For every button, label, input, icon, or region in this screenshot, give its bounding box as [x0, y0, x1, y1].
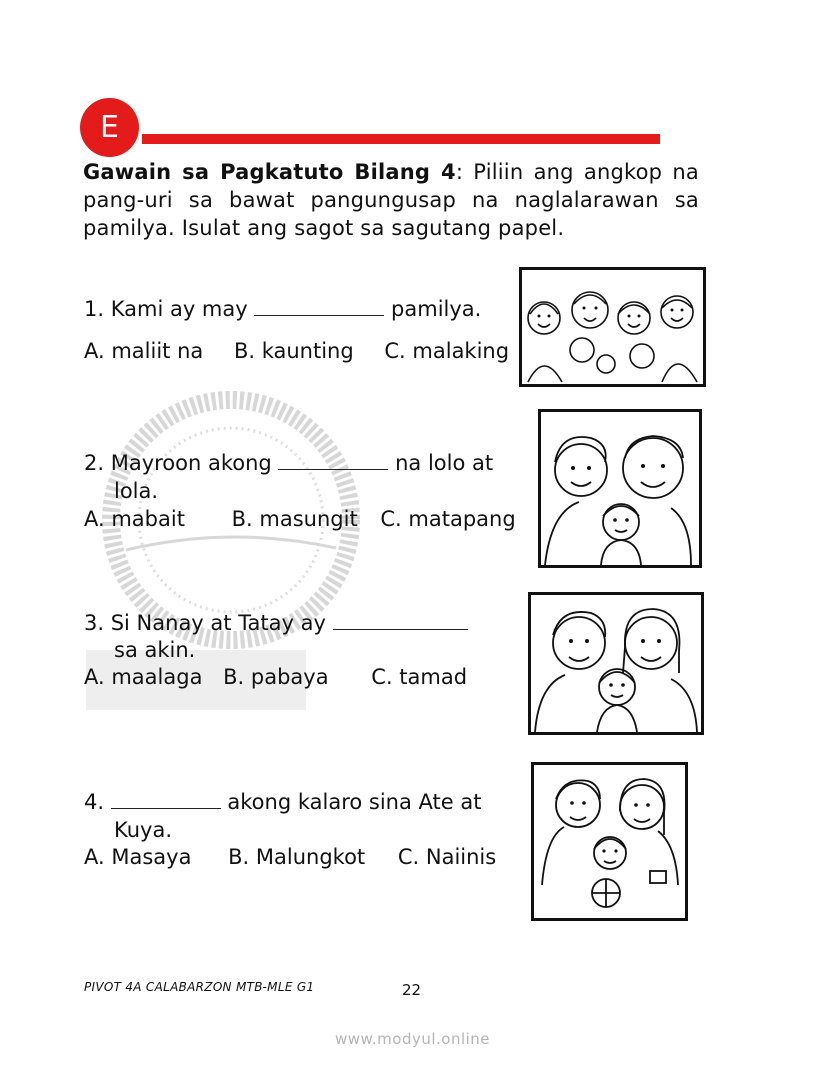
option-3c: C. tamad [371, 665, 468, 689]
illustration-big-family [519, 267, 706, 387]
illustration-playing-siblings [531, 762, 688, 921]
question-2 [84, 448, 493, 478]
question-4-text-end: akong kalaro sina Ate at [220, 790, 482, 814]
page-number: 22 [402, 981, 422, 999]
instructions-body: : Piliin ang angkop na pang-uri sa bawat pangungusap na naglalarawan sa pamilya. Isulat ang sagot sa sagutang papel. [83, 160, 699, 240]
question-1-text-end: pamilya. [384, 297, 482, 321]
site-watermark: www.modyul.online [334, 1030, 491, 1048]
family-group-icon [522, 270, 703, 384]
section-divider-bar [142, 134, 660, 144]
question-2-options [84, 504, 516, 534]
question-3-text-start: 3. Si Nanay at Tatay ay [84, 611, 333, 635]
answer-blank-1 [254, 297, 384, 316]
question-2-text-start: 2. Mayroon akong [84, 451, 279, 475]
grandparents-icon [541, 412, 699, 565]
illustration-grandparents [538, 409, 702, 568]
question-1 [84, 294, 481, 324]
answer-blank-2 [278, 451, 388, 470]
option-3b: B. pabaya [223, 665, 329, 689]
option-1c: C. malaking [384, 339, 510, 363]
question-4-text-start: 4. [84, 790, 111, 814]
parents-icon [531, 595, 701, 732]
question-1-text-start: 1. Kami ay may [84, 297, 255, 321]
question-3 [84, 608, 468, 638]
question-3-options [84, 662, 467, 692]
question-4-options [84, 842, 496, 872]
activity-title: Gawain sa Pagkatuto Bilang 4 [83, 160, 456, 184]
question-4-line-2: Kuya. [114, 818, 173, 842]
option-4c: C. Naiinis [397, 845, 497, 869]
option-2b: B. masungit [231, 507, 358, 531]
option-4a: A. Masaya [84, 845, 192, 869]
option-3a: A. maalaga [84, 665, 203, 689]
answer-blank-3 [333, 611, 468, 630]
illustration-parents [528, 592, 704, 735]
option-2c: C. matapang [380, 507, 516, 531]
question-4 [84, 787, 481, 817]
option-1b: B. kaunting [233, 339, 354, 363]
siblings-playing-icon [534, 765, 685, 918]
option-1a: A. maliit na [84, 339, 204, 363]
instructions [83, 158, 699, 242]
question-1-options [84, 336, 509, 366]
option-2a: A. mabait [84, 507, 185, 531]
section-badge: E [80, 98, 139, 157]
question-2-line-2: lola. [114, 479, 159, 503]
footer-publication: PIVOT 4A CALABARZON MTB-MLE G1 [84, 980, 315, 994]
question-2-text-end: na lolo at [388, 451, 494, 475]
option-4b: B. Malungkot [228, 845, 366, 869]
answer-blank-4 [111, 790, 221, 809]
question-3-line-2: sa akin. [114, 638, 196, 662]
